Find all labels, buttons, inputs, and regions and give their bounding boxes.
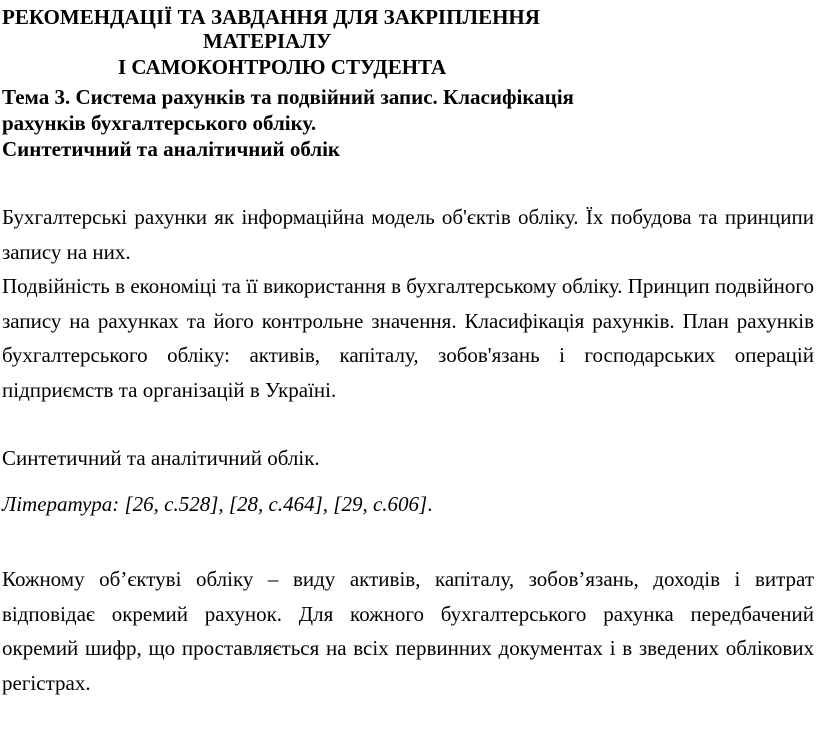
topic-contents	[2, 200, 814, 407]
topic-title-line-2: рахунків бухгалтерського обліку.	[2, 111, 317, 135]
header-line-1: РЕКОМЕНДАЦІЇ ТА ЗАВДАННЯ ДЛЯ ЗАКРІПЛЕННЯ	[2, 5, 540, 29]
paragraph-account-codes: Кожному об’єктуві обліку – виду активів, капіталу, зобов’язань, доходів і витрат відповідає окремий рахунок. Для кожного бухгалтерського рахунка передбачений окремий шифр, що проставляється на всіх первинних документах і в зведених облікових регістрах.	[2, 567, 814, 695]
paragraph-accounts: Бухгалтерські рахунки як інформаційна модель об'єктів обліку. Їх побудова та принципи запису на них.	[2, 205, 814, 264]
literature-references	[2, 487, 432, 521]
literature-text: Література: [26, с.528], [28, с.464], [29, с.606]	[2, 492, 428, 516]
header-line-3: І САМОКОНТРОЛЮ СТУДЕНТА	[118, 55, 447, 79]
literature-end: .	[427, 492, 433, 516]
header-line-2: МАТЕРІАЛУ	[203, 29, 332, 53]
topic-title-line-3: Синтетичний та аналітичний облік	[2, 137, 341, 161]
paragraph-double-entry: Подвійність в економіці та її використання в бухгалтерському обліку. Принцип подвійного запису на рахунках та його контрольне значення. Класифікація рахунків. План рахунків бухгалтерського обліку: активів, капіталу, зобов'язань і господарських операцій підприємств та організацій в Україні.	[2, 274, 814, 402]
topic-title-line-1: Тема 3. Система рахунків та подвійний запис. Класифікація	[2, 85, 574, 109]
paragraph-synthetic: Синтетичний та аналітичний облік.	[2, 446, 320, 470]
